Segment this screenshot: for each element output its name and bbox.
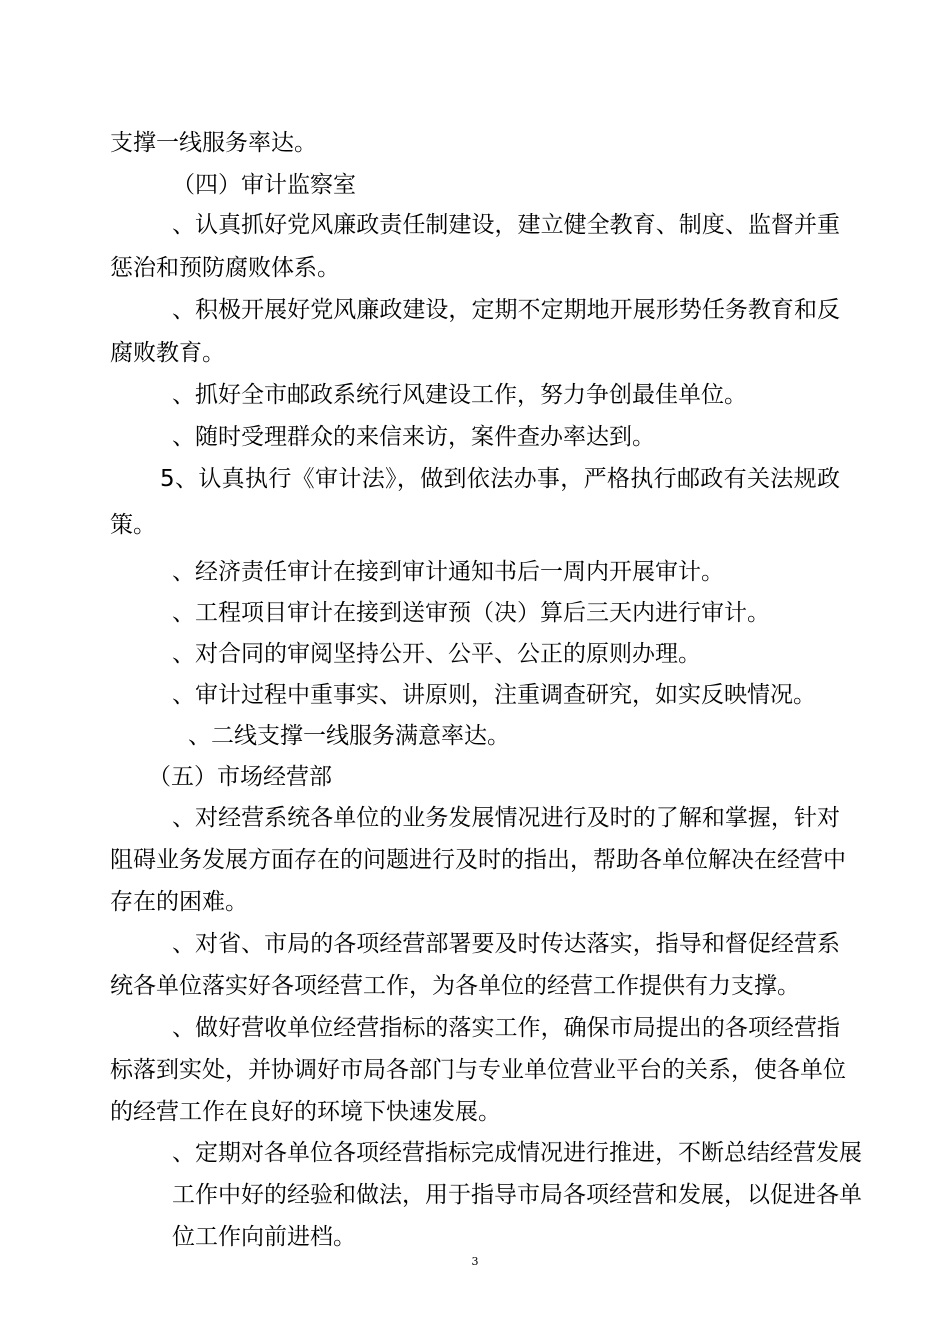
text-line: 、工程项目审计在接到送审预（决）算后三天内进行审计。 (172, 600, 770, 626)
text-line: 工作中好的经验和做法，用于指导市局各项经营和发展，以促进各单 (172, 1182, 862, 1208)
text-line: 位工作向前进档。 (172, 1224, 356, 1250)
text-line: 惩治和预防腐败体系。 (110, 255, 340, 281)
text-line: 、做好营收单位经营指标的落实工作，确保市局提出的各项经营指 (172, 1015, 840, 1041)
text-line: 、二线支撑一线服务满意率达。 (188, 723, 510, 749)
text-line: 统各单位落实好各项经营工作，为各单位的经营工作提供有力支撑。 (110, 973, 800, 999)
text-line: 支撑一线服务率达。 (110, 130, 317, 156)
text-line: 、抓好全市邮政系统行风建设工作，努力争创最佳单位。 (172, 382, 747, 408)
text-line: 、对省、市局的各项经营部署要及时传达落实，指导和督促经营系 (172, 931, 840, 957)
text-line: 、积极开展好党风廉政建设，定期不定期地开展形势任务教育和反 (172, 297, 840, 323)
text-line: 的经营工作在良好的环境下快速发展。 (110, 1099, 501, 1125)
text-line: 策。 (110, 512, 156, 538)
text-line: 、审计过程中重事实、讲原则，注重调查研究，如实反映情况。 (172, 682, 816, 708)
text-line: 腐败教育。 (110, 340, 225, 366)
text-line: 、定期对各单位各项经营指标完成情况进行推进，不断总结经营发展 (172, 1140, 862, 1166)
text-line: 、对合同的审阅坚持公开、公平、公正的原则办理。 (172, 641, 701, 667)
text-line: 5、认真执行《审计法》，做到依法办事，严格执行邮政有关法规政 (160, 466, 840, 492)
text-line: 、认真抓好党风廉政责任制建设，建立健全教育、制度、监督并重 (172, 212, 840, 238)
text-line: 存在的困难。 (110, 889, 248, 915)
text-line: 阻碍业务发展方面存在的问题进行及时的指出，帮助各单位解决在经营中 (110, 847, 846, 873)
text-line: 、随时受理群众的来信来访，案件查办率达到。 (172, 424, 655, 450)
page-number: 3 (471, 1255, 479, 1268)
text-line: 标落到实处，并协调好市局各部门与专业单位营业平台的关系，使各单位 (110, 1057, 846, 1083)
section-heading-audit: （四）审计监察室 (172, 172, 356, 198)
text-line: 、经济责任审计在接到审计通知书后一周内开展审计。 (172, 559, 724, 585)
section-heading-marketing: （五）市场经营部 (148, 764, 332, 790)
text-line: 、对经营系统各单位的业务发展情况进行及时的了解和掌握，针对 (172, 805, 840, 831)
